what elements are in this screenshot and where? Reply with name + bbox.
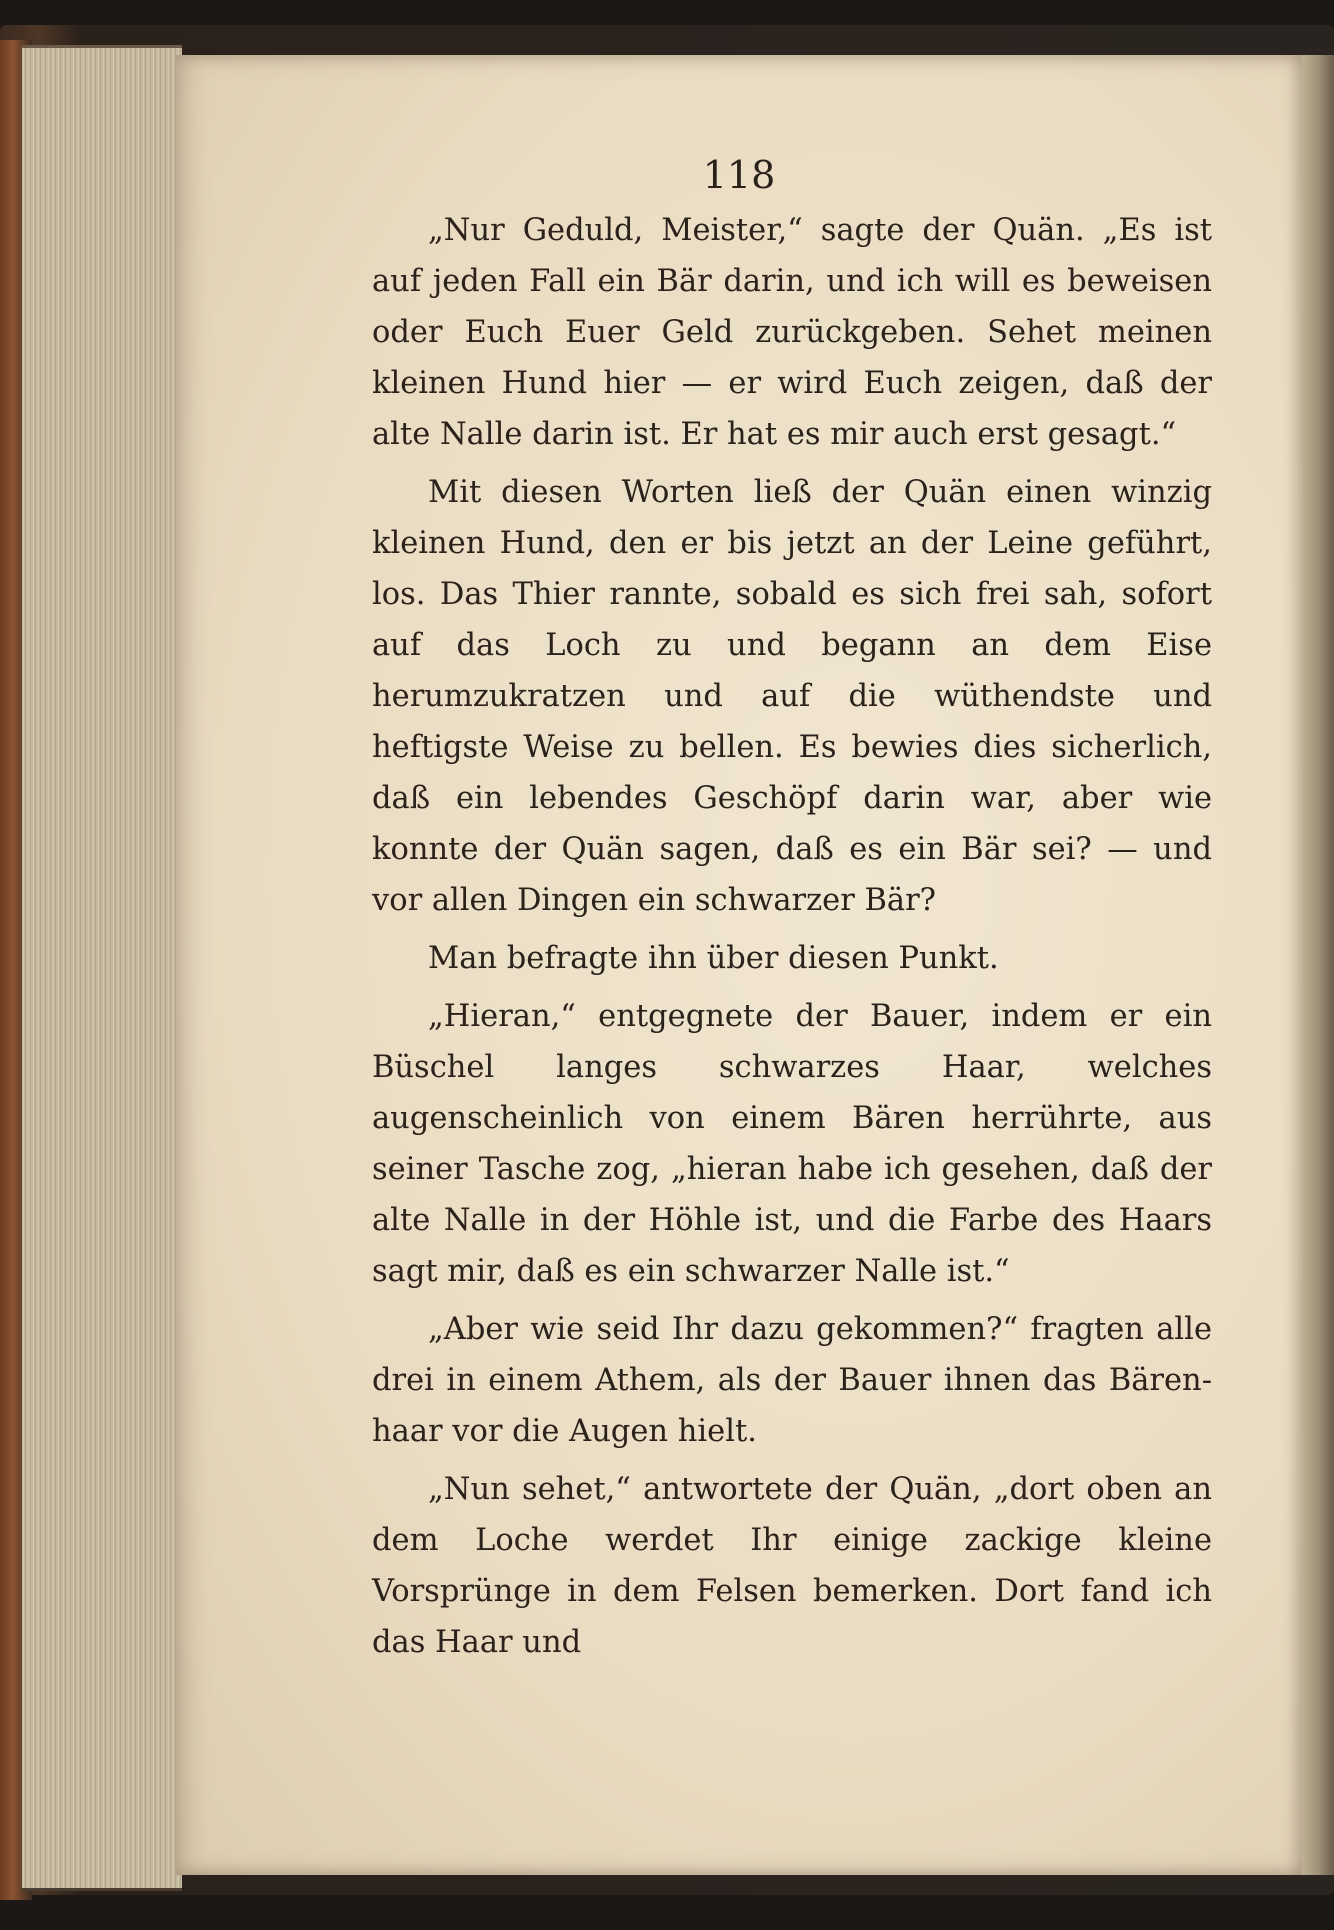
paragraph: Man befragte ihn über diesen Punkt.: [428, 941, 999, 976]
page-text: [372, 205, 1212, 1675]
paragraph: „Aber wie seid Ihr dazu gekommen?“ fragten alle drei in einem Athem, als der Bauer ihnen das Bären-haar vor die Augen hielt.: [372, 1312, 1212, 1449]
paragraph: „Hieran,“ entgegnete der Bauer, indem er ein Büschel langes schwarzes Haar, welches augenscheinlich von einem Bären herrührte, aus seiner Tasche zog, „hieran habe ich gesehen, daß der alte Nalle in der Höhle ist, und die Farbe des Haars sagt mir, daß es ein schwarzer Nalle ist.“: [372, 999, 1212, 1289]
page-number: 118: [702, 153, 776, 197]
book-page: [176, 55, 1302, 1875]
paragraph: „Nun sehet,“ antwortete der Quän, „dort oben an dem Loche werdet Ihr einige zackige kleine Vorsprünge in dem Felsen bemerken. Dort fand ich das Haar und: [372, 1472, 1212, 1660]
page-edges: [22, 45, 182, 1891]
paragraph: Mit diesen Worten ließ der Quän einen winzig kleinen Hund, den er bis jetzt an der Leine geführt, los. Das Thier rannte, sobald es sich frei sah, sofort auf das Loch zu und begann an dem Eise herumzukratzen und auf die wüthendste und heftigste Weise zu bellen. Es bewies dies sicherlich, daß ein lebendes Geschöpf darin war, aber wie konnte der Quän sagen, daß es ein Bär sei? — und vor allen Dingen ein schwarzer Bär?: [372, 475, 1212, 918]
paragraph: „Nur Geduld, Meister,“ sagte der Quän. „Es ist auf jeden Fall ein Bär darin, und ich will es beweisen oder Euch Euer Geld zurückgeben. Sehet meinen kleinen Hund hier — er wird Euch zeigen, daß der alte Nalle darin ist. Er hat es mir auch erst gesagt.“: [372, 213, 1212, 452]
